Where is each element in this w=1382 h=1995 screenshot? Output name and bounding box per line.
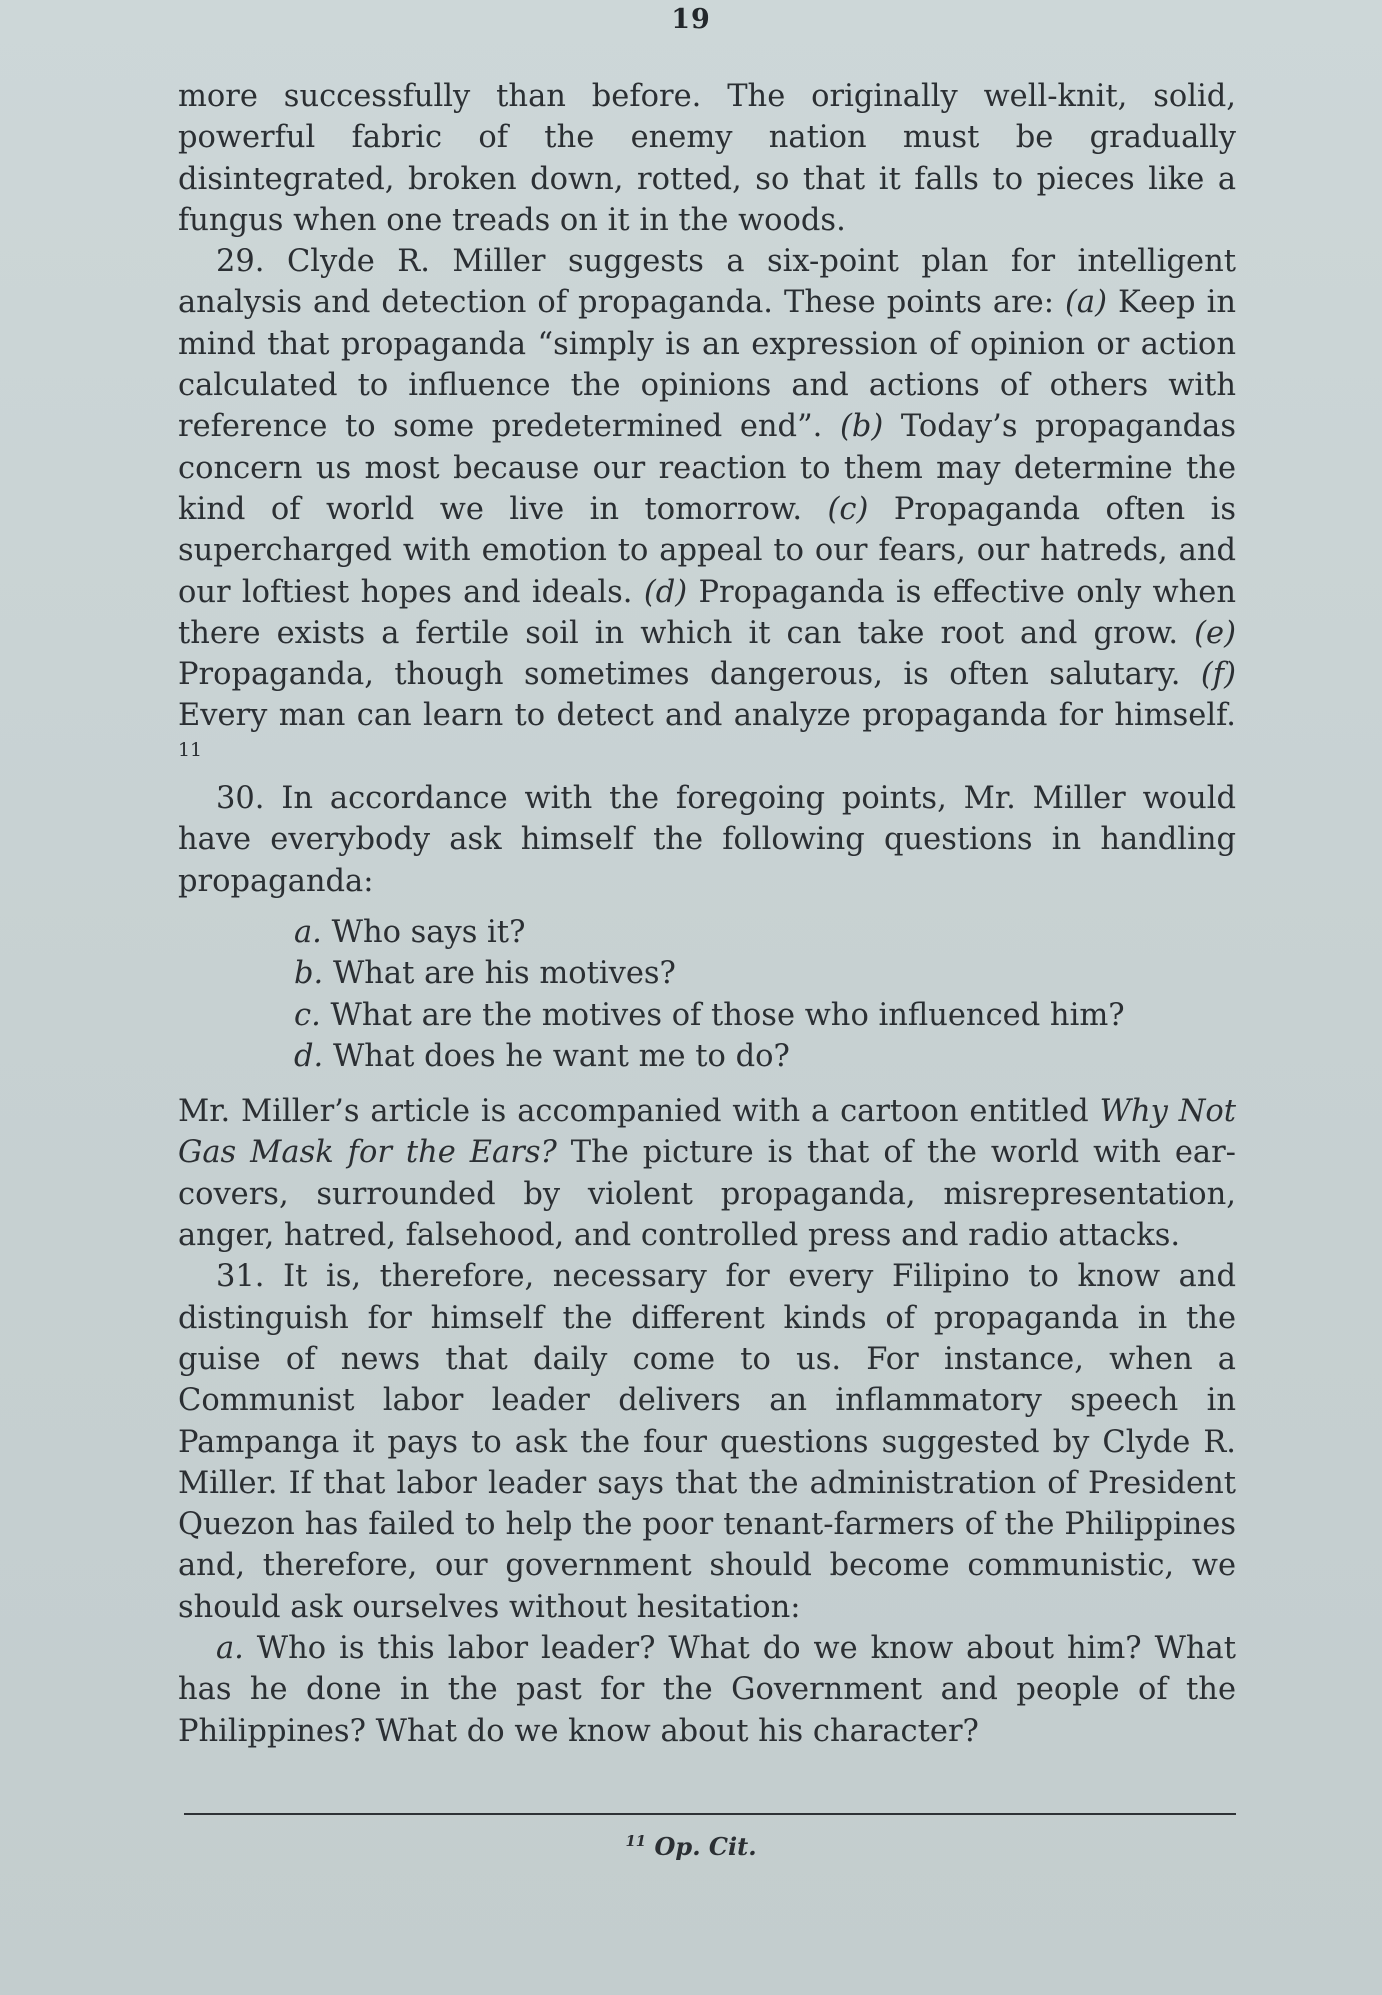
list-item xyxy=(178,953,1236,994)
question-text: Who says it? xyxy=(331,914,526,950)
question-list xyxy=(178,912,1236,1077)
p29-intro: 29. Clyde R. Miller suggests a six-point plan for intelligent analysis and detection of propaganda. These points are: xyxy=(178,244,1236,321)
question-marker: b. xyxy=(294,956,324,992)
question-text: What are the motives of those who influenced him? xyxy=(330,997,1125,1033)
paragraph-30: 30. In accordance with the foregoing points, Mr. Miller would have everybody ask himself the following questions in handling propaganda: xyxy=(178,781,1236,899)
paragraph-29 xyxy=(178,241,1236,778)
p29-point-e: Propaganda, though sometimes dangerous, is often salutary. xyxy=(178,657,1201,693)
p29-marker-b: (b) xyxy=(839,409,884,445)
question-marker: c. xyxy=(294,997,321,1033)
p29-point-c: Propaganda often is supercharged with emotion to appeal to our fears, our hatreds, and our loftiest hopes and ideals. xyxy=(178,491,1237,610)
p29-marker-d: (d) xyxy=(643,574,688,610)
question-marker: d. xyxy=(294,1038,324,1074)
question-text: What does he want me to do? xyxy=(332,1038,790,1074)
cartoon-description: The picture is that of the world with ear-covers, surrounded by violent propaganda, misrepresentation, anger, hatred, falsehood, and controlled press and radio attacks. xyxy=(178,1135,1236,1254)
p31a-text: Who is this labor leader? What do we know about him? What has he done in the past for the Government and people of the Philippines? What do we know about his character? xyxy=(178,1630,1236,1749)
body-text xyxy=(178,76,1236,1752)
p29-point-a: Keep in mind that propaganda “simply is an expression of opinion or action calculated to influence the opinions and actions of others with reference to some predetermined end”. xyxy=(178,285,1236,445)
question-list-container xyxy=(178,902,1236,1091)
p29-marker-a: (a) xyxy=(1065,285,1107,321)
cartoon-title: Why Not Gas Mask for the Ears? xyxy=(178,1094,1236,1171)
p29-marker-e: (e) xyxy=(1194,615,1236,651)
question-marker: a. xyxy=(294,914,322,950)
question-text: What are his motives? xyxy=(332,956,676,992)
footnote-text: Op. Cit. xyxy=(654,1832,757,1861)
footnote xyxy=(0,1832,1382,1861)
p29-marker-c: (c) xyxy=(827,491,869,527)
paragraph-31a xyxy=(178,1628,1236,1752)
paragraph-cartoon xyxy=(178,1091,1236,1256)
paragraph-31: 31. It is, therefore, necessary for every Filipino to know and distinguish for himself the different kinds of propaganda in the guise of news that daily come to us. For instance, when a Communist labor leader delivers an inflammatory speech in Pampanga it pays to ask the four questions suggested by Clyde R. Miller. If that labor leader says that the administration of President Quezon has failed to help the poor tenant-farmers of the Philippines and, therefore, our government should become communistic, we should ask ourselves without hesitation: xyxy=(178,1259,1236,1625)
page-number: 19 xyxy=(671,4,711,35)
footnote-reference: 11 xyxy=(178,738,203,761)
list-item xyxy=(178,1036,1236,1077)
p29-marker-f: (f) xyxy=(1200,657,1236,693)
p29-point-f: Every man can learn to detect and analyze propaganda for himself. xyxy=(178,698,1236,734)
list-item xyxy=(178,912,1236,953)
footnote-number: 11 xyxy=(625,1832,647,1850)
p31a-marker: a. xyxy=(216,1630,244,1666)
paragraph-continuation: more successfully than before. The originally well-knit, solid, powerful fabric of the enemy nation must be gradually disintegrated, broken down, rotted, so that it falls to pieces like a fungus when one treads on it in the woods. xyxy=(178,79,1236,238)
list-item xyxy=(178,995,1236,1036)
footnote-divider xyxy=(184,1813,1236,1815)
cartoon-intro: Mr. Miller’s article is accompanied with a cartoon entitled xyxy=(178,1094,1100,1130)
p29-point-b: Today’s propagandas concern us most because our reaction to them may determine the kind of world we live in tomorrow. xyxy=(178,409,1236,527)
p29-point-d: Propaganda is effective only when there exists a fertile soil in which it can take root and grow. xyxy=(178,574,1236,651)
